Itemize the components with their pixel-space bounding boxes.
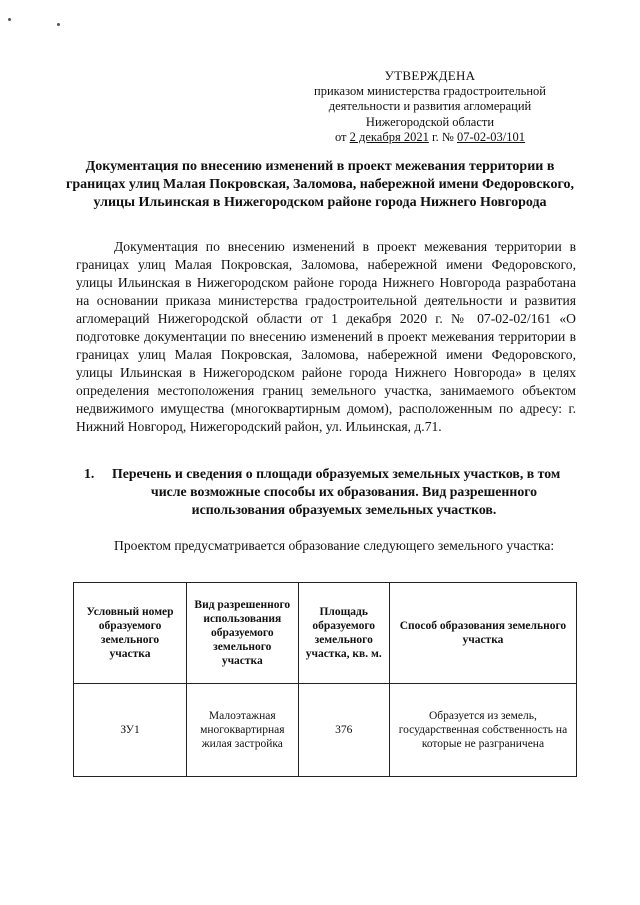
- approval-stamp: [310, 68, 550, 146]
- main-paragraph: Документация по внесению изменений в проект межевания территории в границах улиц Малая Покровская, Заломова, набережной имени Федоровского, улицы Ильинская в Нижегородском районе города Нижнего Новгорода разработана на основании приказа министерства градостроительной деятельности и развития агломераций Нижегородской области от 1 декабря 2020 г. № 07-02-02/161 «О подготовке документации по внесению изменений в проект межевания территории в границах улиц Малая Покровская, Заломова, набережной имени Федоровского, улицы Ильинская в Нижегородском районе города Нижнего Новгорода» в целях определения местоположения границ земельного участка, занимаемого объектом недвижимого имущества (многоквартирным домом), расположенным по адресу: г. Нижний Новгород, Нижегородский район, ул. Ильинская, д.71.: [76, 239, 576, 434]
- section-heading: [76, 465, 576, 519]
- section-title-line: числе возможные способы их образования. Вид разрешенного: [150, 484, 538, 499]
- table-row: [74, 684, 577, 777]
- approval-date-line: [310, 130, 550, 146]
- approval-date: 2 декабря 2021: [349, 130, 429, 144]
- approval-heading: УТВЕРЖДЕНА: [384, 68, 476, 83]
- table-cell: Малоэтажная многоквартирная жилая застройка: [187, 684, 299, 777]
- date-mid: г. №: [431, 130, 454, 144]
- table-header-cell: Условный номер образуемого земельного участка: [74, 583, 187, 684]
- table-cell: Образуется из земель, государственная собственность на которые не разграничена: [389, 684, 576, 777]
- scan-mark: [8, 18, 11, 21]
- table-cell: 376: [298, 684, 389, 777]
- scan-mark: [57, 23, 60, 26]
- section-title-line: использования образуемых земельных участков.: [191, 502, 497, 517]
- table-header-cell: Вид разрешенного использования образуемого земельного участка: [187, 583, 299, 684]
- approval-line: приказом министерства градостроительной: [314, 83, 546, 98]
- table-header-cell: Площадь образуемого земельного участка, кв. м.: [298, 583, 389, 684]
- approval-number: 07-02-03/101: [456, 130, 526, 144]
- table-header-cell: Способ образования земельного участка: [389, 583, 576, 684]
- table-cell: ЗУ1: [74, 684, 187, 777]
- document-title: Документация по внесению изменений в проект межевания территории в границах улиц Малая Покровская, Заломова, набережной имени Федоровского, улицы Ильинская в Нижегородском районе города Нижнего Новгорода: [66, 159, 574, 210]
- section-title-line: Перечень и сведения о площади образуемых земельных участков, в том: [112, 466, 561, 481]
- table-header-row: [74, 583, 577, 684]
- intro-paragraph: Проектом предусматривается образование следующего земельного участка:: [114, 538, 555, 553]
- section-number: 1.: [84, 466, 95, 481]
- land-plots-table: [73, 582, 577, 777]
- approval-line: деятельности и развития агломераций: [328, 99, 532, 113]
- date-prefix: от: [334, 130, 347, 144]
- approval-line: Нижегородской области: [365, 114, 495, 129]
